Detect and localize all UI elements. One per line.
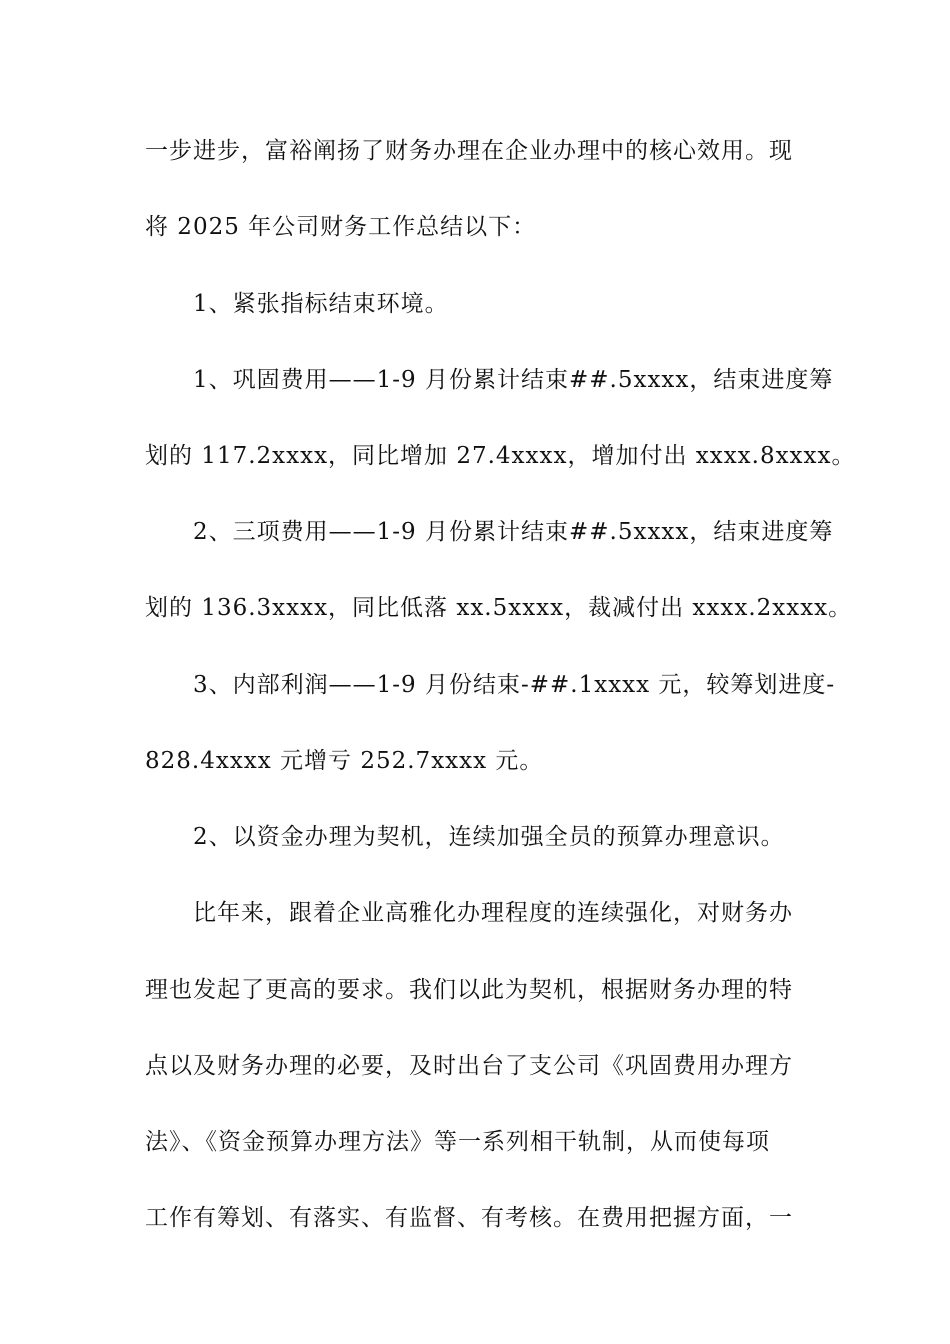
paragraph-line-1: 比年来，跟着企业高雅化办理程度的连续强化，对财务办 [193,900,793,926]
paragraph-line-5: 工作有筹划、有落实、有监督、有考核。在费用把握方面，一 [145,1205,793,1231]
item-2-line-1: 2、三项费用——1-9 月份累计结束##.5xxxx，结束进度筹 [193,519,834,545]
item-1-line-1: 1、巩固费用——1-9 月份累计结束##.5xxxx，结束进度筹 [193,367,834,393]
item-1-line-2: 划的 117.2xxxx，同比增加 27.4xxxx，增加付出 xxxx.8xxxx。 [145,443,856,469]
item-2-line-2: 划的 136.3xxxx，同比低落 xx.5xxxx，裁减付出 xxxx.2xxxx。 [145,595,853,621]
section-heading-2: 2、以资金办理为契机，连续加强全员的预算办理意识。 [193,824,785,850]
text-line-2: 将 2025 年公司财务工作总结以下： [145,214,537,240]
section-heading-1: 1、紧张指标结束环境。 [193,291,449,317]
paragraph-line-2: 理也发起了更高的要求。我们以此为契机，根据财务办理的特 [145,977,793,1003]
paragraph-line-4: 法》、《资金预算办理方法》等一系列相干轨制，从而使每项 [145,1129,770,1155]
item-3-line-1: 3、内部利润——1-9 月份结束-##.1xxxx 元，较筹划进度- [193,672,836,698]
paragraph-line-3: 点以及财务办理的必要，及时出台了支公司《巩固费用办理方 [145,1053,793,1079]
item-3-line-2: 828.4xxxx 元增亏 252.7xxxx 元。 [145,748,544,774]
text-line-1: 一步进步，富裕阐扬了财务办理在企业办理中的核心效用。现 [145,138,793,164]
